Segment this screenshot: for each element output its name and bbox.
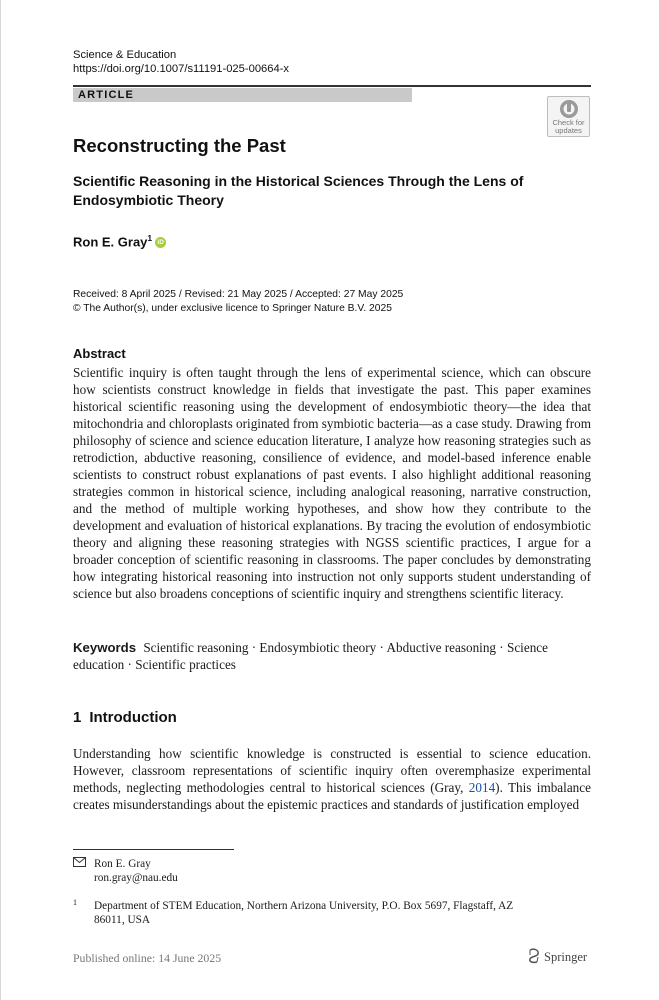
affiliation-number: 1 (73, 898, 77, 907)
header-rule (73, 85, 591, 87)
abstract-heading: Abstract (73, 346, 126, 361)
orcid-icon[interactable]: iD (155, 237, 166, 248)
author-name[interactable]: Ron E. Gray (73, 234, 148, 250)
intro-text-start: Understanding how scientific knowledge is constructed is essential to science education. However, classroom representations of scientific inquiry often overemphasize experimental methods, neglecting methodologies central to historical sciences (Gray, (73, 746, 591, 795)
publication-dates (73, 288, 403, 316)
keywords (73, 639, 591, 673)
article-title: Reconstructing the Past (73, 135, 286, 156)
citation-link[interactable]: 2014 (468, 780, 496, 795)
journal-header (73, 48, 289, 76)
check-for-updates-label: Check for updates (552, 118, 585, 135)
author-line (73, 233, 166, 249)
section-heading (73, 709, 177, 726)
date-history: Received: 8 April 2025 / Revised: 21 May 2025 / Accepted: 27 May 2025 (73, 289, 404, 300)
check-for-updates-icon (559, 99, 579, 119)
abstract-text: Scientific inquiry is often taught through the lens of experimental science, which can obscure how scientists construct knowledge in fields that investigate the past. This paper examines historical scientific reasoning using the development of endosymbiotic theory—the idea that mitochondria and chloroplasts originated from symbiotic bacteria—as a case study. Drawing from philosophy of science and science education literature, I analyze how reasoning strategies such as retrodiction, abductive reasoning, consilience of evidence, and model-based inference enable scientists to construct robust explanations of past events. I also highlight additional reasoning strategies common in historical science, including analogical reasoning, narrative construction, and the method of multiple working hypotheses, and show how they contribute to the development and evaluation of historical explanations. By tracing the evolution of endosymbiotic theory and aligning these reasoning strategies with NGSS scientific practices, I argue for a broader conception of scientific reasoning in classrooms. The paper concludes by demonstrating how integrating historical reasoning into instruction not only supports student understanding of science but also broadens conceptions of scientific inquiry and strengthens scientific literacy. (73, 365, 591, 601)
keywords-list: Scientific reasoning · Endosymbiotic theory · Abductive reasoning · Science education · Scientific practices (73, 640, 548, 672)
publisher-logo[interactable] (527, 948, 587, 965)
section-number: 1 (73, 709, 82, 726)
springer-logo-icon (527, 948, 541, 964)
section-title: Introduction (89, 709, 177, 726)
affiliation-text: Department of STEM Education, Northern Arizona University, P.O. Box 5697, Flagstaff, AZ 86011, USA (94, 900, 514, 926)
footnote-rule (73, 849, 234, 850)
published-online: Published online: 14 June 2025 (73, 951, 222, 965)
journal-name: Science & Education (73, 49, 177, 61)
intro-paragraph (73, 745, 591, 813)
corresponding-author-email[interactable]: ron.gray@nau.edu (94, 872, 178, 884)
intro-text-end: ). This imbalance creates misunderstandings about the epistemic practices and standards of justification employed (73, 780, 591, 812)
corresponding-author-name: Ron E. Gray (94, 858, 151, 870)
doi-link[interactable]: https://doi.org/10.1007/s11191-025-00664-x (73, 63, 290, 75)
article-subtitle: Scientific Reasoning in the Historical Sciences Through the Lens of Endosymbiotic Theory (73, 173, 524, 208)
copyright-line: © The Author(s), under exclusive licence to Springer Nature B.V. 2025 (73, 303, 392, 314)
author-affiliation-mark: 1 (147, 233, 153, 243)
keywords-label: Keywords (73, 640, 137, 655)
article-type-label: ARTICLE (78, 89, 135, 101)
envelope-icon (73, 857, 86, 867)
publisher-name: Springer (544, 950, 588, 964)
check-for-updates-badge[interactable] (547, 96, 590, 137)
